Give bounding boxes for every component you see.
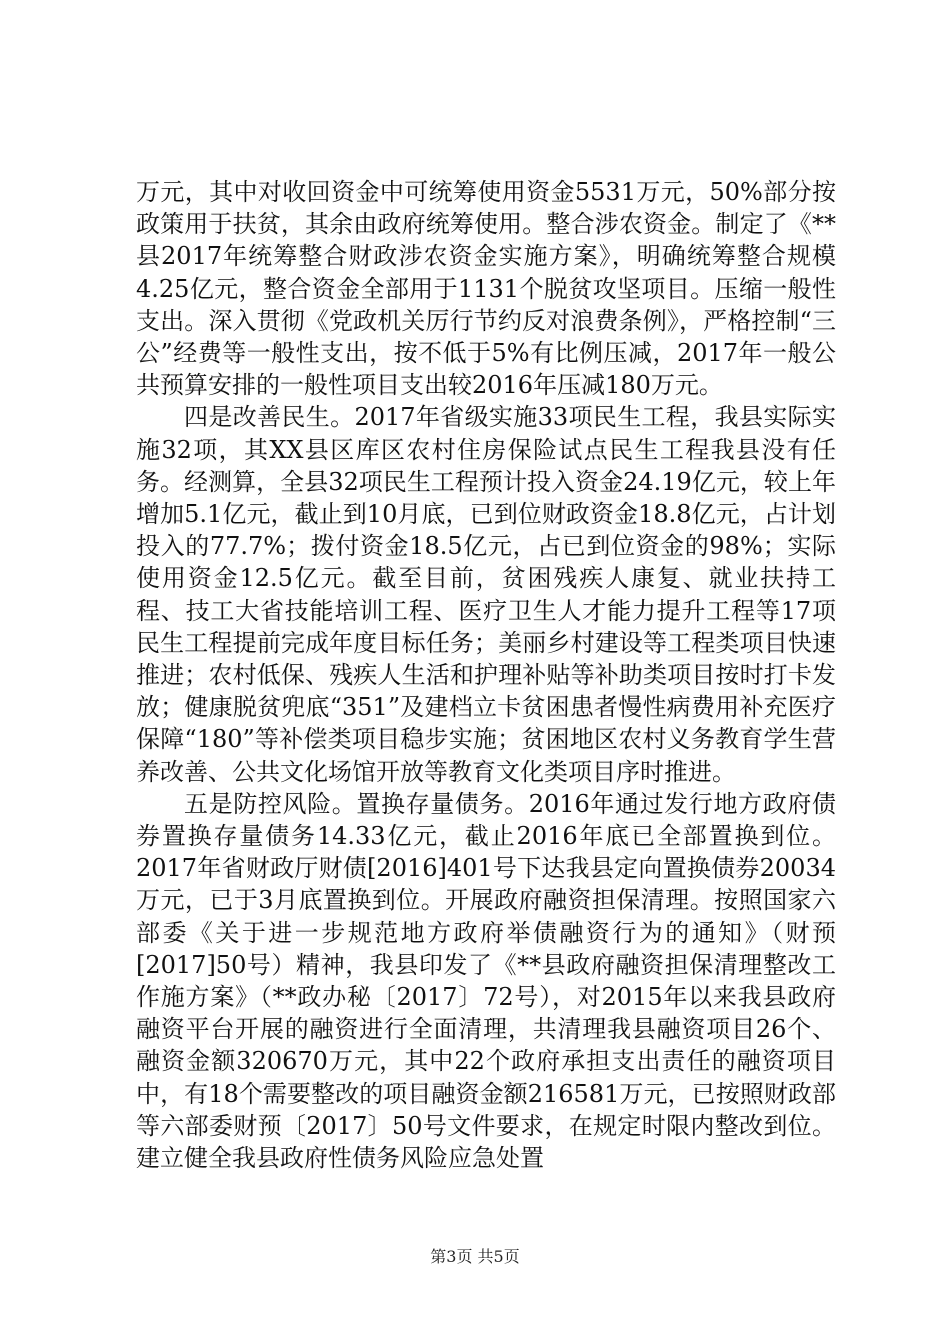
page-number-footer: 第3页 共5页 bbox=[430, 1247, 520, 1266]
paragraph-funds: 万元，其中对收回资金中可统筹使用资金5531万元，50%部分按政策用于扶贫，其余由政府统筹使用。整合涉农资金。制定了《**县2017年统筹整合财政涉农资金实施方案》，明确统筹整合规模4.25亿元，整合资金全部用于1131个脱贫攻坚项目。压缩一般性支出。深入贯彻《党政机关厉行节约反对浪费条例》，严格控制“三公”经费等一般性支出，按不低于5%有比例压减，2017年一般公共预算安排的一般性项目支出较2016年压减180万元。 bbox=[136, 178, 836, 400]
paragraph-livelihood: 四是改善民生。2017年省级实施33项民生工程，我县实际实施32项，其XX县区库区农村住房保险试点民生工程我县没有任务。经测算，全县32项民生工程预计投入资金24.19亿元，较上年增加5.1亿元，截止到10月底，已到位财政资金18.8亿元，占计划投入的77.7%；拨付资金18.5亿元，占已到位资金的98%；实际使用资金12.5亿元。截至目前，贫困残疾人康复、就业扶持工程、技工大省技能培训工程、医疗卫生人才能力提升工程等17项民生工程提前完成年度目标任务；美丽乡村建设等工程类项目快速推进；农村低保、残疾人生活和护理补贴等补助类项目按时打卡发放；健康脱贫兜底“351”及建档立卡贫困患者慢性病费用补充医疗保障“180”等补偿类项目稳步实施；贫困地区农村义务教育学生营养改善、公共文化场馆开放等教育文化类项目序时推进。 bbox=[136, 403, 836, 786]
document-body bbox=[136, 176, 836, 1174]
paragraph-risk-control: 五是防控风险。置换存量债务。2016年通过发行地方政府债券置换存量债务14.33亿元，截止2016年底已全部置换到位。2017年省财政厅财债[2016]401号下达我县定向置换债券20034万元，已于3月底置换到位。开展政府融资担保清理。按照国家六部委《关于进一步规范地方政府举债融资行为的通知》（财预[2017]50号）精神，我县印发了《**县政府融资担保清理整改工作施方案》（**政办秘〔2017〕72号），对2015年以来我县政府融资平台开展的融资进行全面清理，共清理我县融资项目26个、融资金额320670万元，其中22个政府承担支出责任的融资项目中，有18个需要整改的项目融资金额216581万元，已按照财政部等六部委财预〔2017〕50号文件要求，在规定时限内整改到位。建立健全我县政府性债务风险应急处置 bbox=[136, 789, 836, 1173]
